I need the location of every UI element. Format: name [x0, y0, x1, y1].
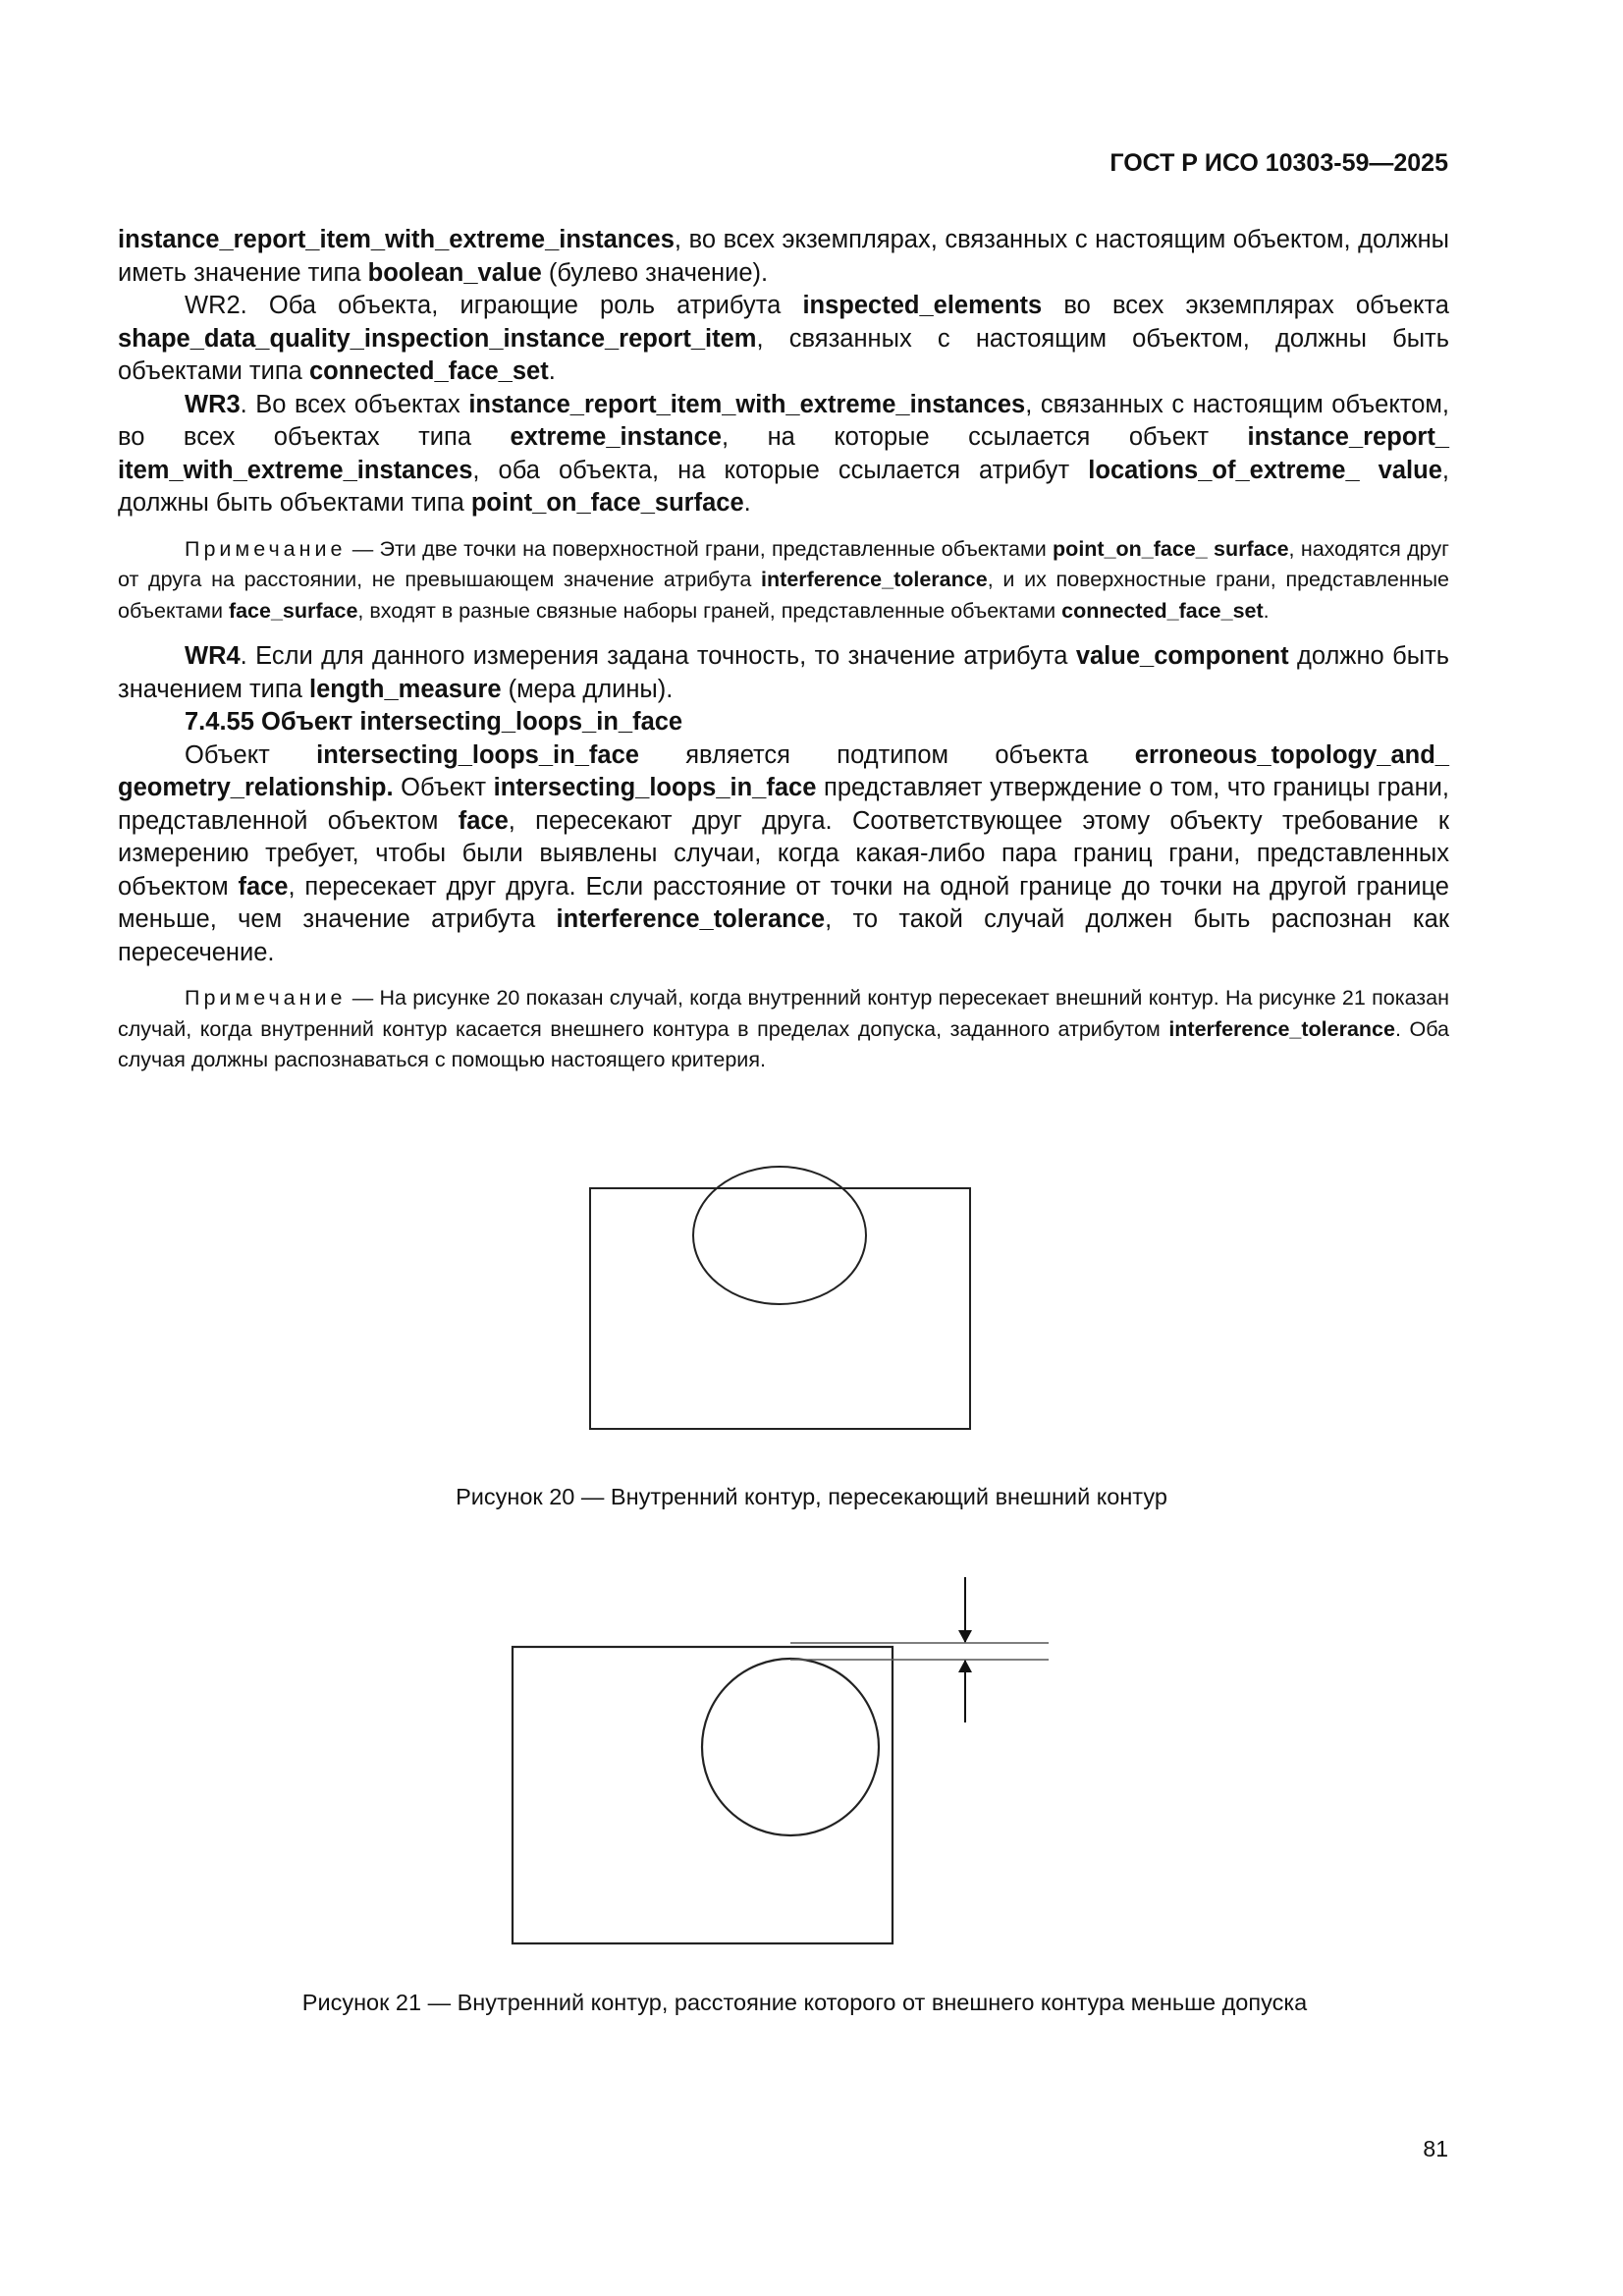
tolerance-arrowhead-down — [958, 1630, 972, 1643]
paragraph-continuation: instance_report_item_with_extreme_instances, во всех экземплярах, связанных с настоящим объектом, должны иметь значение типа boolean_value (булево значение). — [118, 226, 1449, 287]
paragraph-wr3: WR3. Во всех объектах instance_report_item_with_extreme_instances, связанных с настоящим объектом, во всех объектах типа extreme_instance, на которые ссылается объект instance_report_ item_with_extreme_instances, оба объекта, на которые ссылается атрибут locations_of_extreme_ value, должны быть объектами типа point_on_face_surface. — [118, 390, 1449, 517]
paragraph-intersecting-loops: Объект intersecting_loops_in_face является подтипом объекта erroneous_topology_and_ geometry_relationship. Объект intersecting_loops_in_face представляет утверждение о том, что границы грани, представленной объектом face, пересекают друг друга. Соответствующее этому объекту требование к измерению требует, чтобы были выявлены случаи, когда какая-либо пара границ грани, представленных объектом face, пересекает друг друга. Если расстояние от точки на одной границе до точки на другой границе меньше, чем значение атрибута interference_tolerance, то такой случай должен быть распознан как пересечение. — [118, 740, 1449, 966]
paragraph-wr4: WR4. Если для данного измерения задана точность, то значение атрибута value_component должно быть значением типа length_measure (мера длины). — [118, 642, 1449, 703]
inner-loop-circle — [702, 1659, 879, 1835]
note-1: Примечание — Эти две точки на поверхностной грани, представленные объектами point_on_face_ surface, находятся друг от друга на расстоянии, не превышающем значение атрибута interference_tolerance, и их поверхностные грани, представленные объектами face_surface, входят в разные связные наборы граней, представленные объектами connected_face_set. — [118, 536, 1449, 623]
note-2: Примечание — На рисунке 20 показан случай, когда внутренний контур пересекает внешний контур. На рисунке 21 показан случай, когда внутренний контур касается внешнего контура в пределах допуска, заданного атрибутом interference_tolerance. Оба случая должны распознаваться с помощью настоящего критерия. — [118, 986, 1450, 1071]
section-heading: 7.4.55 Объект intersecting_loops_in_face — [185, 708, 683, 736]
figure-21-caption: Рисунок 21 — Внутренний контур, расстояние которого от внешнего контура меньше допуска — [301, 1990, 1308, 2015]
figure-21-drawing — [0, 1561, 1623, 1964]
figure-20-caption: Рисунок 20 — Внутренний контур, пересекающий внешний контур — [456, 1484, 1167, 1509]
page-body — [118, 224, 1449, 1090]
page-number: 81 — [1423, 2136, 1448, 2161]
document-header-id: ГОСТ Р ИСО 10303-59—2025 — [1109, 149, 1448, 177]
tolerance-arrowhead-up — [958, 1660, 972, 1672]
outer-loop-square — [513, 1647, 893, 1943]
figure-20-drawing — [0, 1159, 1623, 1453]
paragraph-wr2: WR2. Оба объекта, играющие роль атрибута inspected_elements во всех экземплярах объекта shape_data_quality_inspection_instance_report_item, связанных с настоящим объектом, должны быть объектами типа connected_face_set. — [118, 292, 1449, 385]
